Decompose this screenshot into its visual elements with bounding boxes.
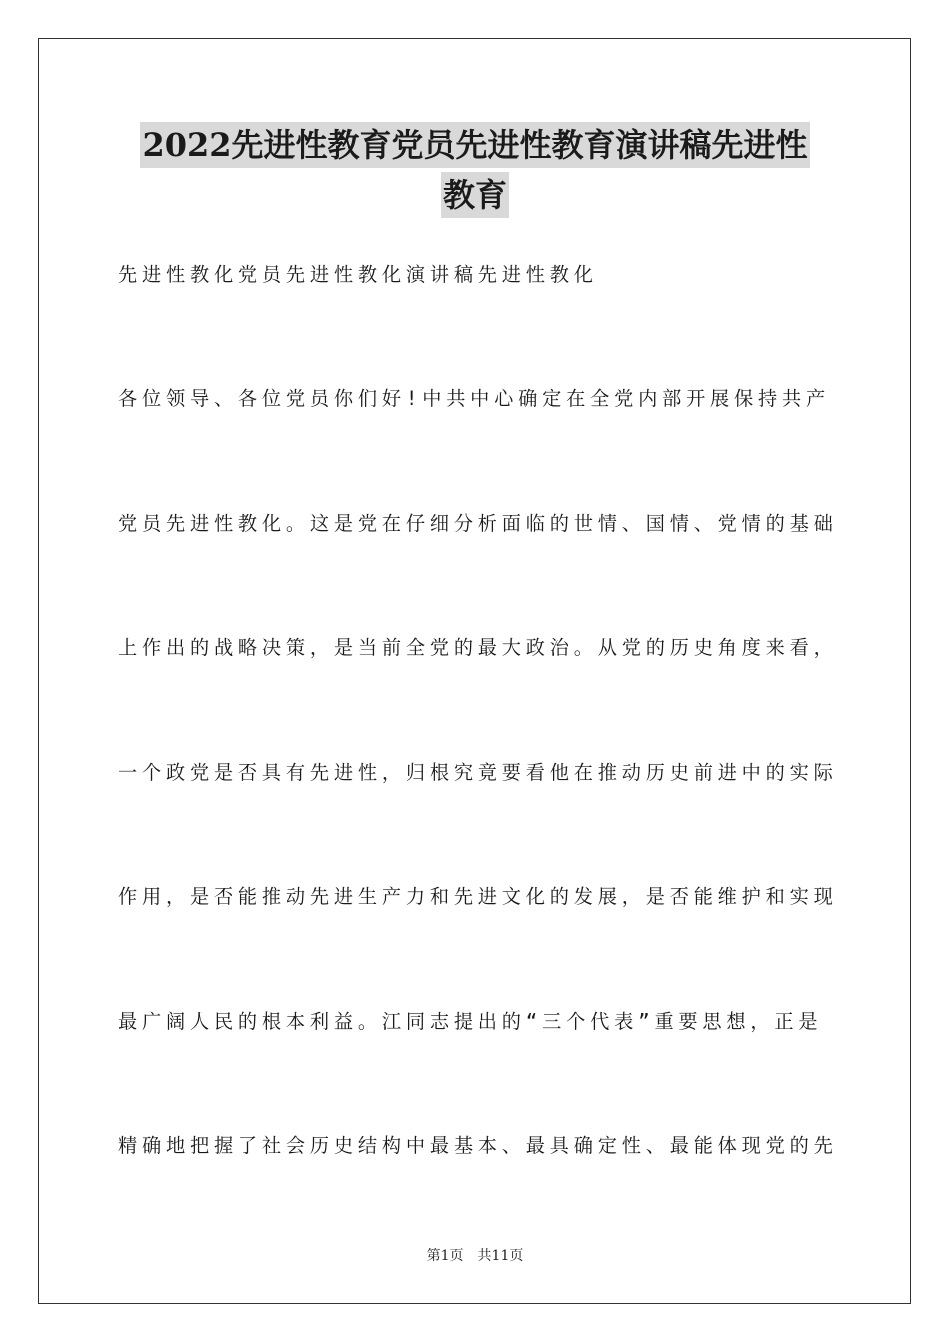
title-line-1: 2022先进性教育党员先进性教育演讲稿先进性: [140, 122, 809, 168]
page-footer: [0, 1246, 950, 1266]
body-line-8: 精确地把握了社会历史结构中最基本、最具确定性、最能体现党的先: [118, 1134, 838, 1157]
page-total: 共11页: [477, 1248, 524, 1264]
body-line-4: 上作出的战略决策，是当前全党的最大政治。从党的历史角度来看，: [118, 636, 838, 659]
body-line-2: 各位领导、各位党员你们好!中共中心确定在全党内部开展保持共产: [118, 387, 830, 410]
body-line-1: 先进性教化党员先进性教化演讲稿先进性教化: [118, 263, 598, 286]
page-number: 第1页: [426, 1248, 464, 1264]
body-line-7: 最广阔人民的根本利益。江同志提出的“三个代表”重要思想，正是: [118, 1010, 823, 1033]
body-line-3: 党员先进性教化。这是党在仔细分析面临的世情、国情、党情的基础: [118, 512, 838, 535]
document-title: [0, 122, 950, 218]
title-line-2: 教育: [441, 172, 509, 218]
body-line-5: 一个政党是否具有先进性，归根究竟要看他在推动历史前进中的实际: [118, 761, 838, 784]
page-border: [38, 38, 911, 1304]
body-line-6: 作用，是否能推动先进生产力和先进文化的发展，是否能维护和实现: [118, 885, 838, 908]
